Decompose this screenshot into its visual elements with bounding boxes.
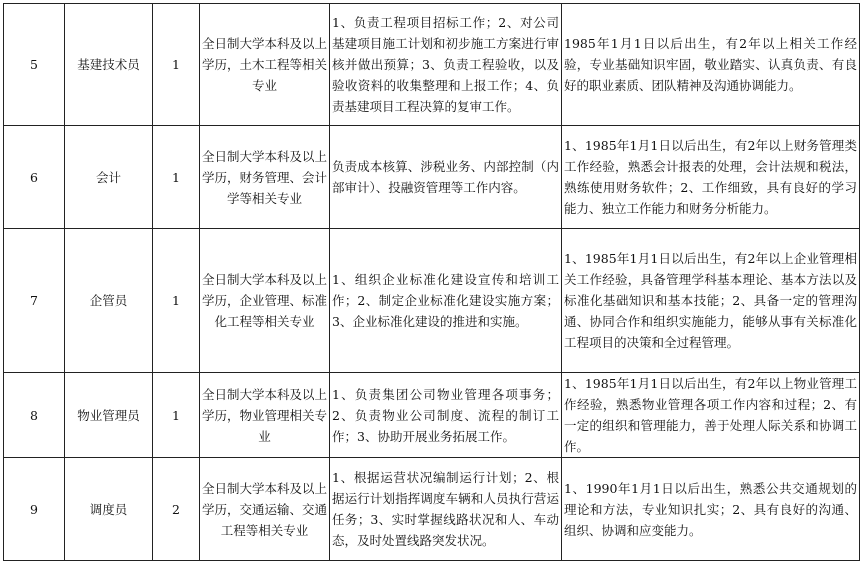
job-qualifications: 1、1985年1月1日以后出生，有2年以上财务管理类工作经验，熟悉会计报表的处理，会计法规和税法，熟练使用财务软件；2、工作细致，具有良好的学习能力、独立工作能力和财务分析能力。 bbox=[562, 126, 860, 229]
position-number: 5 bbox=[4, 4, 65, 126]
education-requirement: 全日制大学本科及以上学历，土木工程等相关专业 bbox=[200, 4, 330, 126]
job-qualifications: 1、1985年1月1日以后出生，有2年以上企业管理相关工作经验，具备管理学科基本理论、基本方法以及标准化基础知识和基本技能；2、具备一定的管理沟通、协同合作和组织实施能力，能够从事有关标准化工程项目的决策和全过程管理。 bbox=[562, 229, 860, 373]
job-duties: 1、负责集团公司物业管理各项事务；2、负责物业公司制度、流程的制订工作；3、协助开展业务拓展工作。 bbox=[330, 373, 562, 458]
hiring-count: 1 bbox=[153, 229, 200, 373]
position-number: 8 bbox=[4, 373, 65, 458]
position-title: 调度员 bbox=[65, 458, 153, 561]
position-number: 6 bbox=[4, 126, 65, 229]
hiring-count: 1 bbox=[153, 373, 200, 458]
table-row bbox=[4, 126, 860, 229]
table-row bbox=[4, 458, 860, 561]
education-requirement: 全日制大学本科及以上学历，交通运输、交通工程等相关专业 bbox=[200, 458, 330, 561]
position-number: 9 bbox=[4, 458, 65, 561]
job-duties: 1、组织企业标准化建设宣传和培训工作；2、制定企业标准化建设实施方案；3、企业标准化建设的推进和实施。 bbox=[330, 229, 562, 373]
education-requirement: 全日制大学本科及以上学历，企业管理、标准化工程等相关专业 bbox=[200, 229, 330, 373]
table-row bbox=[4, 4, 860, 126]
position-title: 物业管理员 bbox=[65, 373, 153, 458]
job-requirements-table bbox=[3, 3, 860, 561]
position-number: 7 bbox=[4, 229, 65, 373]
job-qualifications: 1、1990年1月1日以后出生，熟悉公共交通规划的理论和方法，专业知识扎实；2、具有良好的沟通、组织、协调和应变能力。 bbox=[562, 458, 860, 561]
hiring-count: 1 bbox=[153, 4, 200, 126]
job-duties: 负责成本核算、涉税业务、内部控制（内部审计）、投融资管理等工作内容。 bbox=[330, 126, 562, 229]
education-requirement: 全日制大学本科及以上学历，财务管理、会计学等相关专业 bbox=[200, 126, 330, 229]
job-qualifications: 1985年1月1日以后出生，有2年以上相关工作经验，专业基础知识牢固，敬业踏实、认真负责、有良好的职业素质、团队精神及沟通协调能力。 bbox=[562, 4, 860, 126]
job-duties: 1、根据运营状况编制运行计划；2、根据运行计划指挥调度车辆和人员执行营运任务；3、实时掌握线路状况和人、车动态，及时处置线路突发状况。 bbox=[330, 458, 562, 561]
education-requirement: 全日制大学本科及以上学历，物业管理相关专业 bbox=[200, 373, 330, 458]
position-title: 会计 bbox=[65, 126, 153, 229]
hiring-count: 1 bbox=[153, 126, 200, 229]
position-title: 基建技术员 bbox=[65, 4, 153, 126]
table-row bbox=[4, 373, 860, 458]
job-qualifications: 1、1985年1月1日以后出生，有2年以上物业管理工作经验，熟悉物业管理各项工作内容和过程；2、有一定的组织和管理能力，善于处理人际关系和协调工作。 bbox=[562, 373, 860, 458]
table-row bbox=[4, 229, 860, 373]
job-duties: 1、负责工程项目招标工作；2、对公司基建项目施工计划和初步施工方案进行审核并做出预算；3、负责工程验收，以及验收资料的收集整理和上报工作；4、负责基建项目工程决算的复审工作。 bbox=[330, 4, 562, 126]
position-title: 企管员 bbox=[65, 229, 153, 373]
hiring-count: 2 bbox=[153, 458, 200, 561]
